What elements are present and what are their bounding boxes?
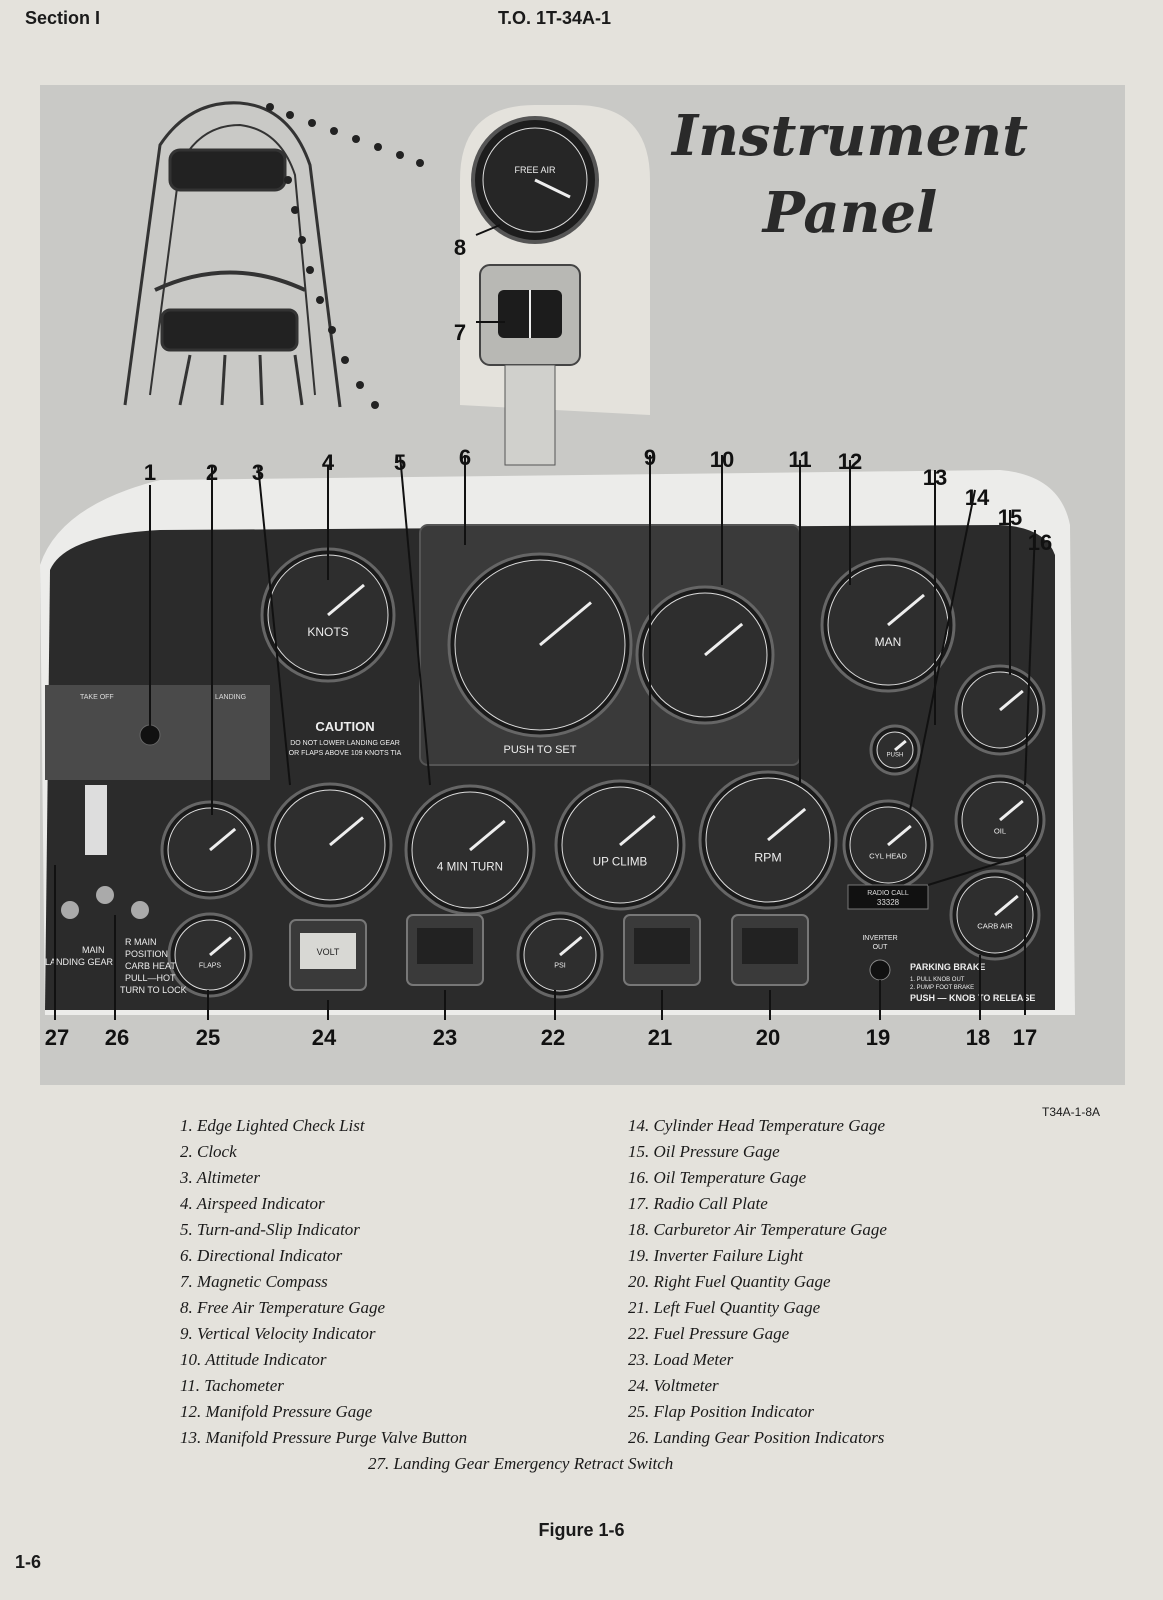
legend-item: 1. Edge Lighted Check List (180, 1116, 365, 1135)
tachometer-label: RPM (754, 850, 782, 865)
gear-label-landing-gear: LANDING GEAR (45, 957, 114, 967)
legend-item: 24. Voltmeter (628, 1376, 719, 1395)
callout-24: 24 (311, 1025, 337, 1050)
caution-line-1: DO NOT LOWER LANDING GEAR (290, 740, 400, 747)
right-fuel-quantity-gage (732, 915, 808, 985)
cylinder-head-temperature-gage-label: CYL HEAD (869, 851, 907, 861)
legend-item: 25. Flap Position Indicator (628, 1402, 815, 1421)
callout-22: 22 (540, 1025, 566, 1050)
legend-item: 9. Vertical Velocity Indicator (180, 1324, 376, 1343)
fuel-pressure-gage-label: PSI (554, 960, 566, 970)
caution-line-2: OR FLAPS ABOVE 109 KNOTS TIA (288, 750, 402, 757)
figure-title-line-1: Instrument (672, 103, 1028, 169)
legend-item: 5. Turn-and-Slip Indicator (180, 1220, 360, 1239)
callout-3: 3 (251, 460, 265, 485)
callout-11: 11 (788, 447, 812, 472)
legend-item: 18. Carburetor Air Temperature Gage (628, 1220, 887, 1239)
callout-23: 23 (432, 1025, 458, 1050)
legend-last-item: 27. Landing Gear Emergency Retract Switch (368, 1454, 674, 1473)
legend-item: 13. Manifold Pressure Purge Valve Button (180, 1428, 468, 1447)
svg-text:FREE AIR: FREE AIR (514, 165, 556, 175)
legend-item: 12. Manifold Pressure Gage (180, 1402, 373, 1421)
canopy-inset (125, 103, 340, 407)
callout-27: 27 (44, 1025, 70, 1050)
free-air-temperature-gage (473, 118, 597, 242)
callout-26: 26 (104, 1025, 130, 1050)
carb-heat-label: CARB HEAT (125, 961, 176, 971)
oil-temperature-gage-label: OIL (993, 826, 1007, 836)
purge-valve-button-label: PUSH (886, 752, 904, 759)
legend-right (628, 1113, 887, 1451)
legend-item: 19. Inverter Failure Light (628, 1246, 804, 1265)
callout-9: 9 (643, 445, 657, 470)
callout-12: 12 (837, 449, 863, 474)
vertical-velocity-indicator-label: UP CLIMB (592, 855, 648, 869)
callout-4: 4 (321, 450, 335, 475)
document-id: T.O. 1T-34A-1 (498, 8, 612, 28)
gear-label-position: POSITION (125, 949, 169, 959)
callout-16: 16 (1027, 530, 1053, 555)
parking-brake-step-2: 2. PUMP FOOT BRAKE (910, 985, 975, 991)
cylinder-head-temperature-gage (844, 801, 932, 889)
checklist-takeoff-heading: TAKE OFF (80, 694, 114, 701)
carburetor-air-temperature-gage-label: CARB AIR (977, 921, 1013, 931)
callout-20: 20 (755, 1025, 781, 1050)
section-label: Section I (25, 8, 101, 28)
radio-call-label: RADIO CALL (867, 890, 909, 897)
callout-6: 6 (458, 445, 472, 470)
altimeter (269, 784, 391, 906)
callout-21: 21 (647, 1025, 673, 1050)
canopy-dots (266, 103, 424, 409)
legend-item: 16. Oil Temperature Gage (628, 1168, 807, 1187)
turn-and-slip-indicator (406, 786, 534, 914)
tachometer (700, 772, 836, 908)
callout-5: 5 (393, 450, 407, 475)
legend-item: 8. Free Air Temperature Gage (180, 1298, 386, 1317)
turn-and-slip-indicator-label: 4 MIN TURN (436, 860, 504, 874)
legend-item: 3. Altimeter (180, 1168, 260, 1187)
clock (162, 802, 258, 898)
flap-position-indicator (169, 914, 251, 996)
figure-caption: Figure 1-6 (538, 1520, 625, 1540)
airspeed-indicator-label: KNOTS (307, 625, 349, 639)
callout-2: 2 (205, 460, 219, 485)
legend-item: 17. Radio Call Plate (628, 1194, 768, 1213)
manifold-pressure-gage-label: MAN (874, 635, 902, 649)
oil-pressure-gage (956, 666, 1044, 754)
legend-left (180, 1113, 467, 1451)
voltmeter (290, 920, 366, 990)
push-to-set-label: PUSH TO SET (503, 744, 577, 756)
legend-item: 26. Landing Gear Position Indicators (628, 1428, 885, 1447)
inverter-failure-light (870, 960, 890, 980)
figure-code: T34A-1-8A (1042, 1105, 1101, 1119)
oil-temperature-gage (956, 776, 1044, 864)
legend-item: 11. Tachometer (180, 1376, 284, 1395)
voltmeter-label: VOLT (316, 947, 340, 957)
callout-19: 19 (865, 1025, 891, 1050)
callout-13: 13 (922, 465, 948, 490)
legend-item: 7. Magnetic Compass (180, 1272, 328, 1291)
legend-item: 10. Attitude Indicator (180, 1350, 327, 1369)
radio-call-number: 33328 (876, 898, 900, 907)
purge-valve-button (871, 726, 919, 774)
callout-18: 18 (965, 1025, 991, 1050)
parking-brake-release: PUSH — KNOB TO RELEASE (910, 993, 1036, 1003)
attitude-indicator (637, 587, 773, 723)
legend-item: 4. Airspeed Indicator (180, 1194, 325, 1213)
carb-turn-label: TURN TO LOCK (120, 985, 187, 995)
legend-item: 6. Directional Indicator (180, 1246, 343, 1265)
gear-label-main: MAIN (82, 945, 105, 955)
legend-item: 20. Right Fuel Quantity Gage (628, 1272, 831, 1291)
callout-14: 14 (964, 485, 990, 510)
fuel-pressure-gage (518, 913, 602, 997)
instrument-panel-figure (40, 85, 1125, 1085)
inverter-label: INVERTER (862, 935, 898, 942)
callout-8: 8 (453, 235, 467, 260)
load-meter (407, 915, 483, 985)
legend-item: 15. Oil Pressure Gage (628, 1142, 780, 1161)
legend-item: 22. Fuel Pressure Gage (628, 1324, 790, 1343)
callout-15: 15 (997, 505, 1023, 530)
legend-item: 21. Left Fuel Quantity Gage (628, 1298, 821, 1317)
landing-gear-emergency-retract-switch (85, 785, 107, 855)
magnetic-compass (480, 265, 580, 465)
left-fuel-quantity-gage (624, 915, 700, 985)
callout-1: 1 (143, 460, 157, 485)
parking-brake-step-1: 1. PULL KNOB OUT (910, 977, 965, 983)
legend-item: 14. Cylinder Head Temperature Gage (628, 1116, 886, 1135)
legend-item: 23. Load Meter (628, 1350, 734, 1369)
callout-7: 7 (453, 320, 467, 345)
directional-indicator (449, 554, 631, 736)
caution-title: CAUTION (315, 719, 375, 734)
gear-label-r-main: R MAIN (125, 937, 157, 947)
checklist-landing-heading: LANDING (215, 694, 247, 701)
flap-position-indicator-label: FLAPS (198, 962, 222, 970)
carb-pull-label: PULL—HOT (125, 973, 176, 983)
parking-brake-title: PARKING BRAKE (910, 962, 986, 972)
figure-title-line-2: Panel (762, 180, 938, 246)
page-number: 1-6 (15, 1552, 42, 1572)
inverter-out-label: OUT (872, 944, 888, 951)
callout-25: 25 (195, 1025, 221, 1050)
callout-10: 10 (709, 447, 735, 472)
vertical-velocity-indicator (556, 781, 684, 909)
legend-item: 2. Clock (180, 1142, 237, 1161)
callout-17: 17 (1012, 1025, 1038, 1050)
